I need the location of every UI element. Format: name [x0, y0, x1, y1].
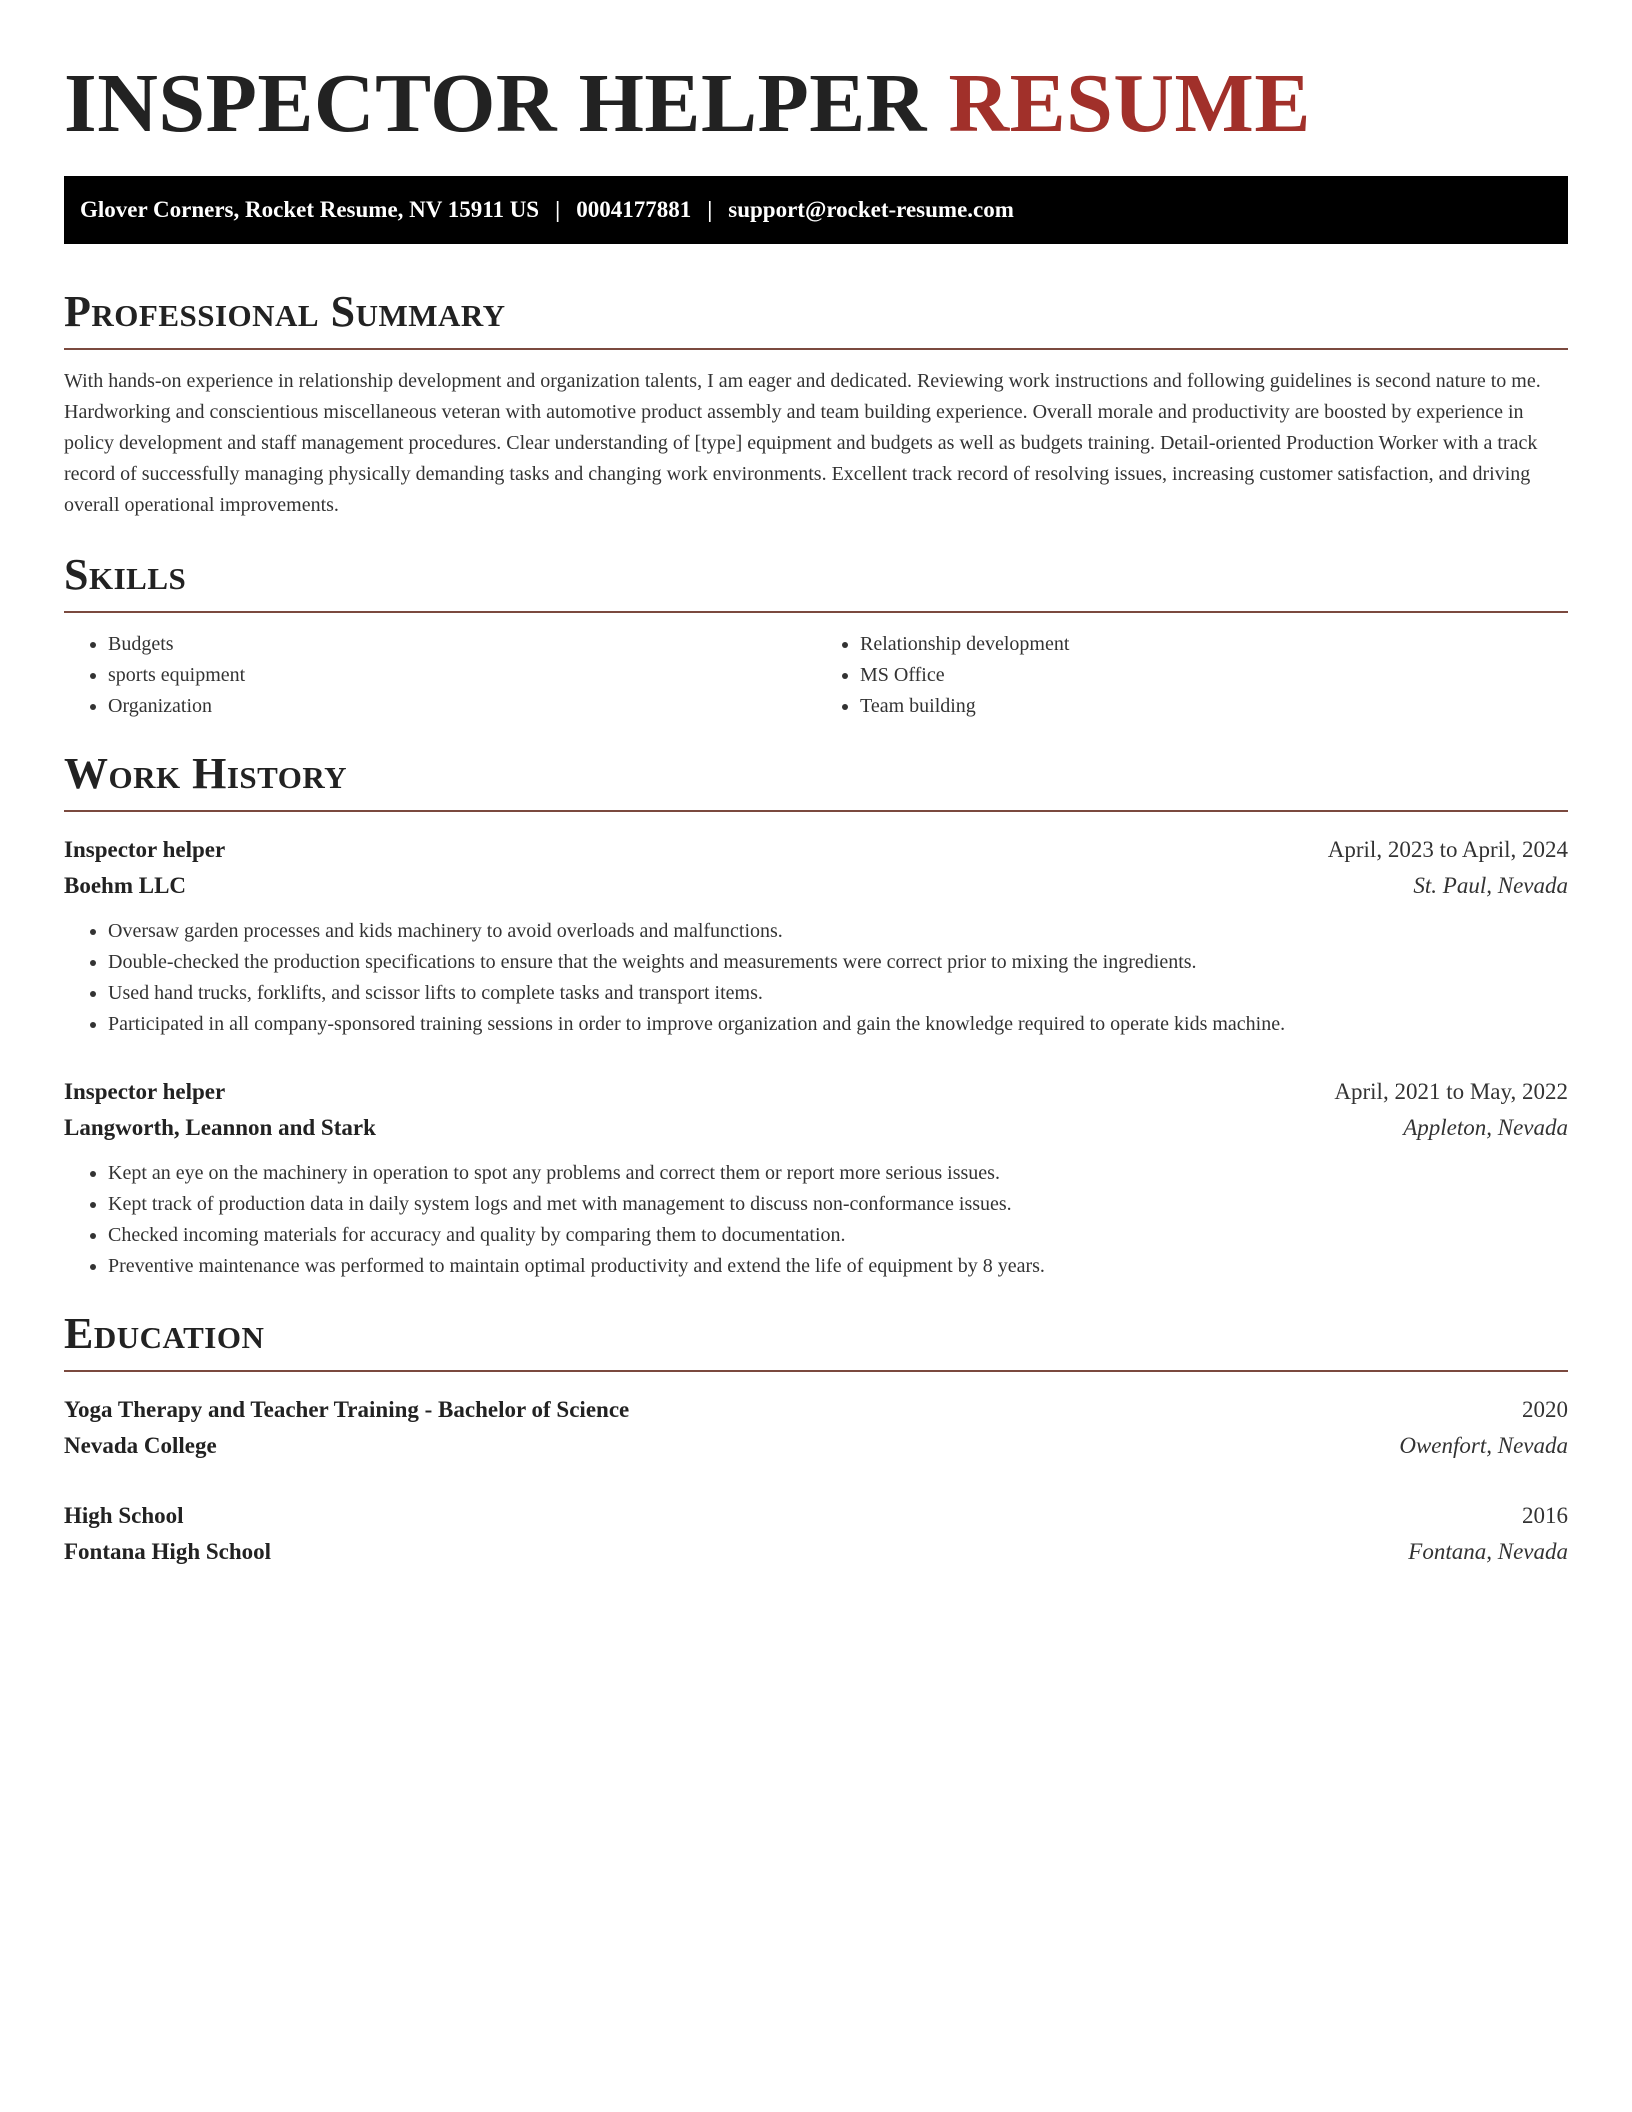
job-bullet: • Checked incoming materials for accuracy and quality by comparing them to documentation.	[108, 1220, 1568, 1251]
skill-item: • Relationship development	[860, 629, 1568, 660]
job-header-row	[64, 832, 1568, 868]
job-entry	[64, 832, 1568, 1040]
title-main: INSPECTOR HELPER	[64, 57, 927, 150]
summary-section	[64, 288, 1568, 521]
section-divider	[64, 1370, 1568, 1372]
job-bullet: • Double-checked the production specifications to ensure that the weights and measurements were correct prior to mixing the ingredients.	[108, 947, 1568, 978]
education-degree: Yoga Therapy and Teacher Training - Bachelor of Science	[64, 1397, 630, 1422]
job-entry	[64, 1074, 1568, 1282]
section-divider	[64, 611, 1568, 613]
job-location: Appleton, Nevada	[1403, 1115, 1568, 1140]
section-divider	[64, 348, 1568, 350]
job-company-row	[64, 1110, 1568, 1146]
contact-bar	[64, 176, 1568, 244]
section-heading: Work History	[64, 749, 348, 798]
title-accent: RESUME	[948, 57, 1311, 150]
job-header-row	[64, 1074, 1568, 1110]
contact-separator: |	[707, 197, 713, 222]
summary-text: With hands-on experience in relationship development and organization talents, I am eager and dedicated. Reviewing work instructions and following guidelines is second nature to me. Hardworking and conscientious miscellaneous veteran with automotive product assembly and team building experience. Overall morale and productivity are boosted by experience in policy development and staff management procedures. Clear understanding of [type] equipment and budgets as well as budgets training. Detail-oriented Production Worker with a track record of successfully managing physically demanding tasks and changing work environments. Excellent track record of resolving issues, increasing customer satisfaction, and driving overall operational improvements.	[64, 370, 1541, 516]
job-bullet: • Used hand trucks, forklifts, and scissor lifts to complete tasks and transport items.	[108, 978, 1568, 1009]
job-bullet: • Oversaw garden processes and kids machinery to avoid overloads and malfunctions.	[108, 916, 1568, 947]
skill-item: • Organization	[108, 691, 816, 722]
section-heading: Skills	[64, 550, 187, 599]
education-entry	[64, 1392, 1568, 1464]
education-school: Nevada College	[64, 1433, 217, 1458]
job-bullet: • Participated in all company-sponsored training sessions in order to improve organization and gain the knowledge required to operate kids machine.	[108, 1009, 1568, 1040]
skills-column-left	[64, 629, 816, 722]
skill-item: • sports equipment	[108, 660, 816, 691]
job-bullets	[64, 916, 1568, 1040]
job-location: St. Paul, Nevada	[1413, 873, 1568, 898]
section-heading: Education	[64, 1309, 265, 1358]
job-bullet: • Preventive maintenance was performed to maintain optimal productivity and extend the life of equipment by 8 years.	[108, 1251, 1568, 1282]
education-section	[64, 1310, 1568, 1570]
job-bullet: • Kept an eye on the machinery in operation to spot any problems and correct them or report more serious issues.	[108, 1158, 1568, 1189]
job-dates: April, 2021 to May, 2022	[1334, 1079, 1568, 1104]
education-school-row	[64, 1534, 1568, 1570]
education-year: 2020	[1522, 1397, 1568, 1422]
skill-item: • Team building	[860, 691, 1568, 722]
education-header-row	[64, 1392, 1568, 1428]
education-school: Fontana High School	[64, 1539, 272, 1564]
section-divider	[64, 810, 1568, 812]
job-dates: April, 2023 to April, 2024	[1327, 837, 1568, 862]
education-school-row	[64, 1428, 1568, 1464]
job-company: Boehm LLC	[64, 873, 187, 898]
job-company: Langworth, Leannon and Stark	[64, 1115, 376, 1140]
skill-item: • Budgets	[108, 629, 816, 660]
job-company-row	[64, 868, 1568, 904]
job-bullets	[64, 1158, 1568, 1282]
resume-title	[64, 56, 1568, 152]
skills-list	[64, 629, 1568, 722]
work-history-section	[64, 750, 1568, 1282]
education-location: Owenfort, Nevada	[1399, 1433, 1568, 1458]
skill-item: • MS Office	[860, 660, 1568, 691]
skills-column-right	[816, 629, 1568, 722]
contact-separator: |	[555, 197, 561, 222]
job-title: Inspector helper	[64, 837, 226, 862]
education-degree: High School	[64, 1503, 184, 1528]
contact-phone: 0004177881	[576, 197, 692, 222]
contact-address: Glover Corners, Rocket Resume, NV 15911 US	[80, 197, 540, 222]
job-title: Inspector helper	[64, 1079, 226, 1104]
skills-section	[64, 551, 1568, 722]
education-year: 2016	[1522, 1503, 1568, 1528]
education-location: Fontana, Nevada	[1408, 1539, 1568, 1564]
section-heading: Professional Summary	[64, 287, 506, 336]
job-bullet: • Kept track of production data in daily system logs and met with management to discuss non-conformance issues.	[108, 1189, 1568, 1220]
contact-email: support@rocket-resume.com	[728, 197, 1014, 222]
education-entry	[64, 1498, 1568, 1570]
education-header-row	[64, 1498, 1568, 1534]
